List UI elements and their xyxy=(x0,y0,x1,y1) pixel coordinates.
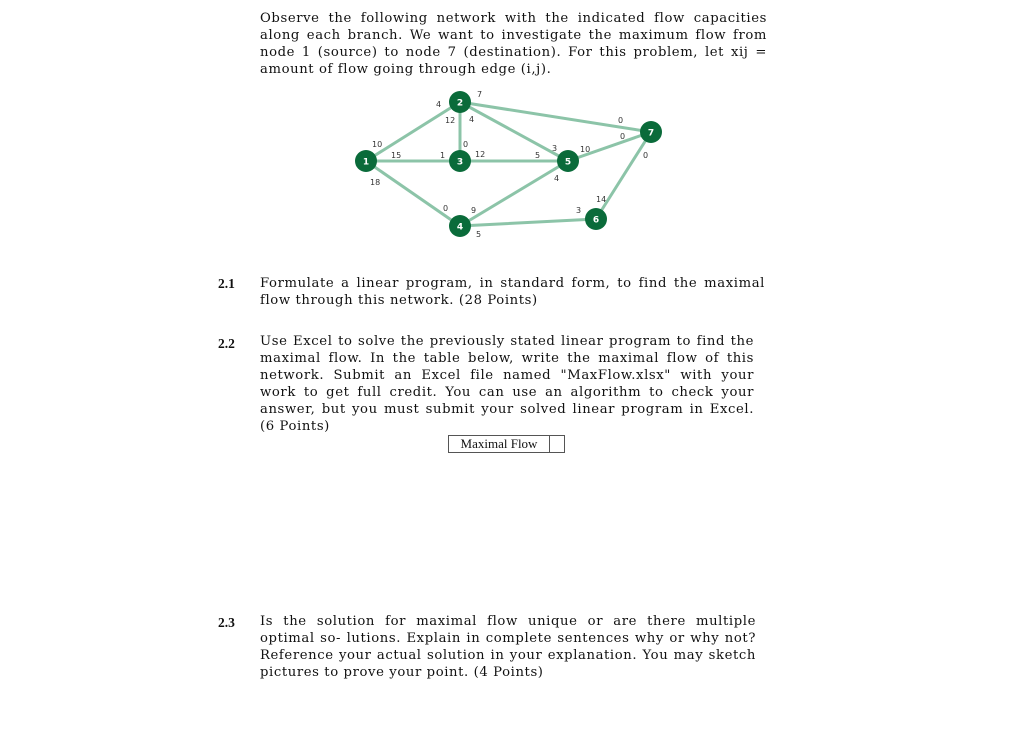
capacity-label: 4 xyxy=(554,174,560,183)
maximal-flow-table xyxy=(448,435,565,453)
svg-text:6: 6 xyxy=(592,215,600,226)
node-3 xyxy=(449,150,471,172)
question-number: 2.2 xyxy=(218,336,235,351)
svg-text:1: 1 xyxy=(362,157,370,168)
maximal-flow-label: Maximal Flow xyxy=(449,436,550,453)
intro-paragraph: Observe the following network with the indicated flow capacities along each branch. We want to investigate the maximum flow from node 1 (source) to node 7 (destination). For this problem, let xij = amount of flow going through edge (i,j). xyxy=(260,11,767,77)
capacity-label: 14 xyxy=(596,195,607,204)
node-1 xyxy=(355,150,377,172)
capacity-label: 0 xyxy=(618,116,624,125)
node-4 xyxy=(449,215,471,237)
capacity-label: 4 xyxy=(469,115,475,124)
edge-6-7 xyxy=(596,132,651,219)
svg-text:7: 7 xyxy=(647,128,655,139)
capacity-label: 0 xyxy=(463,140,469,149)
capacity-label: 4 xyxy=(436,100,442,109)
capacity-label: 10 xyxy=(372,140,383,149)
capacity-label: 3 xyxy=(552,144,558,153)
maximal-flow-answer-cell[interactable] xyxy=(550,436,565,453)
node-7 xyxy=(640,121,662,143)
capacity-label: 0 xyxy=(443,204,449,213)
capacity-label: 0 xyxy=(643,151,649,160)
capacity-label: 15 xyxy=(391,151,402,160)
edge-1-4 xyxy=(366,161,460,226)
capacity-label: 1 xyxy=(440,151,446,160)
question-number: 2.3 xyxy=(218,615,235,630)
capacity-label: 5 xyxy=(476,230,482,239)
capacity-label: 3 xyxy=(576,206,582,215)
svg-text:3: 3 xyxy=(456,157,464,168)
question-number: 2.1 xyxy=(218,276,235,291)
capacity-label: 10 xyxy=(580,145,591,154)
svg-text:5: 5 xyxy=(564,157,572,168)
svg-text:2: 2 xyxy=(456,98,464,109)
capacity-label: 0 xyxy=(620,132,626,141)
flow-network-diagram xyxy=(330,83,680,243)
capacity-label: 12 xyxy=(475,150,486,159)
edge-4-5 xyxy=(460,161,568,226)
capacity-label: 18 xyxy=(370,178,381,187)
question-text: Use Excel to solve the previously stated linear program to find the maximal flow. In the table below, write the maximal flow of this network. Submit an Excel file named "MaxFlow.xlsx" with your work to get full credit. You can use an algorithm to check your answer, but you must submit your solved linear program in Excel. (6 Points) xyxy=(260,334,754,434)
node-2 xyxy=(449,91,471,113)
question-text: Formulate a linear program, in standard form, to find the maximal flow through this network. (28 Points) xyxy=(260,276,765,308)
capacity-label: 7 xyxy=(477,90,483,99)
table-row xyxy=(449,436,565,453)
capacity-label: 5 xyxy=(535,151,541,160)
edge-1-2 xyxy=(366,102,460,161)
question-text: Is the solution for maximal flow unique or are there multiple optimal so- lutions. Explain in complete sentences why or why not? Reference your actual solution in your explanation. You may sketch pictures to prove your point. (4 Points) xyxy=(260,614,756,680)
node-5 xyxy=(557,150,579,172)
capacity-label: 12 xyxy=(445,116,456,125)
svg-text:4: 4 xyxy=(456,222,464,233)
node-6 xyxy=(585,208,607,230)
capacity-label: 9 xyxy=(471,206,477,215)
edge-4-6 xyxy=(460,219,596,226)
